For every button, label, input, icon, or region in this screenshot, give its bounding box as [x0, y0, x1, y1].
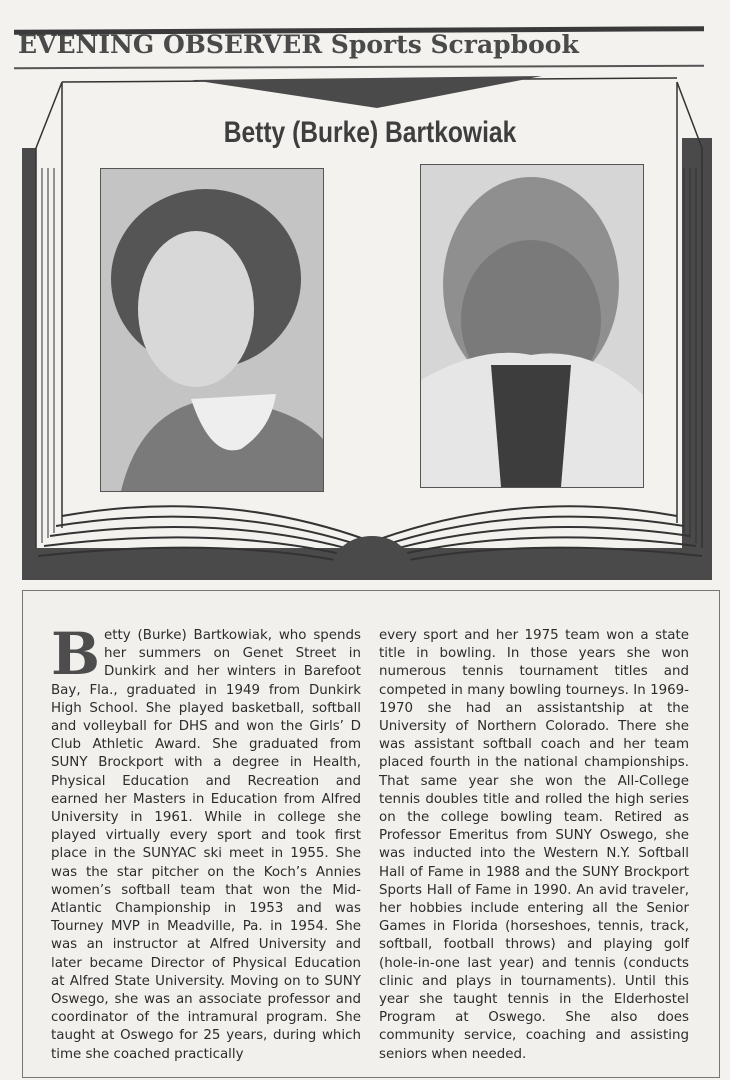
article-text-left: etty (Burke) Bartkowiak, who spends her summers on Genet Street in Dunkirk and her winters in Barefoot Bay, Fla., graduated in 1949 from Dunkirk High School. She played basketball, softball and volleyball for DHS and won the Girls’ D Club Athletic Award. She graduated from SUNY Brockport with a degree in Health, Physical Education and Recreation and earned her Masters in Education from Alfred University in 1961. While in college she played virtually every sport and took first place in the SUNYAC ski meet in 1955. She was the star pitcher on the Koch’s Annies women’s softball team that won the Mid-Atlantic Championship in 1953 and was Tourney MVP in Meadville, Pa. in 1954. She was an instructor at Alfred University and later became Director of Physical Education at Alfred State University. Moving on to SUNY Oswego, she was an associate professor and coordinator of the intramural program. She taught at Oswego for 25 years, during which time she coached practically — [51, 628, 361, 1062]
young-portrait-image — [101, 169, 323, 491]
open-book-frame — [22, 68, 718, 580]
article-column-right: every sport and her 1975 team won a state title in bowling. In those years she won numerous tennis tournament titles and competed in many bowling tourneys. In 1969-1970 she had an assistantship at the University of Northern Colorado. There she was assistant softball coach and her team placed fourth in the national championships. That same year she won the All-College tennis doubles title and rolled the high series on the college bowling team. Retired as Professor Emeritus from SUNY Oswego, she was inducted into the Western N.Y. Softball Hall of Fame in 1988 and the SUNY Brockport Sports Hall of Fame in 1990. An avid traveler, her hobbies include entering all the Senior Games in Florida (horseshoes, tennis, track, softball, football throws) and playing golf (hole-in-one last year) and tennis (conducts clinic and plays in tournaments). Until this year she taught tennis in the Elderhostel Program at Oswego. She also does community service, coaching and assisting seniors when needed. — [379, 628, 689, 1062]
young-portrait-photo — [100, 168, 324, 492]
recent-portrait-image — [421, 165, 643, 487]
drop-cap: B — [51, 620, 101, 688]
article-column-left — [51, 620, 361, 1064]
feature-headline: Betty (Burke) Bartkowiak — [223, 116, 517, 149]
masthead-title: EVENING OBSERVER Sports Scrapbook — [18, 30, 579, 59]
recent-portrait-photo — [420, 164, 644, 488]
article-box — [22, 590, 720, 1078]
